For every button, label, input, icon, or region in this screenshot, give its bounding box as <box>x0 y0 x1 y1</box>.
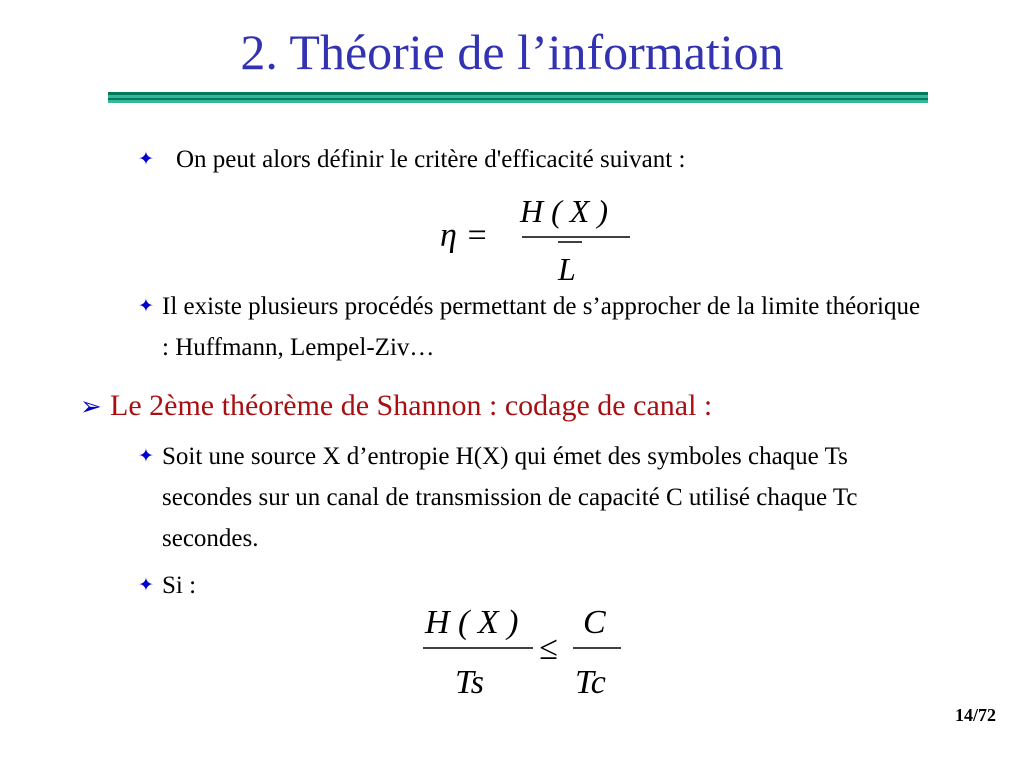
star-bullet-icon: ✦ <box>138 296 154 317</box>
bullet-if <box>138 565 196 606</box>
bullet-text: On peut alors définir le critère d'efficacité suivant : <box>176 146 686 173</box>
formula-relation: ≤ <box>539 630 558 667</box>
bullet-source-description <box>138 436 928 559</box>
main-point-text: Le 2ème théorème de Shannon : codage de canal : <box>110 389 713 422</box>
arrow-bullet-icon: ➢ <box>80 392 102 421</box>
formula-left-denominator: Ts <box>455 664 485 701</box>
bullet-efficiency-criterion <box>138 139 685 180</box>
slide-title: 2. Théorie de l’information <box>240 24 784 80</box>
formula-right-numerator: C <box>583 604 606 641</box>
channel-condition-formula <box>415 595 655 705</box>
title-divider <box>108 92 928 106</box>
star-bullet-icon: ✦ <box>138 575 154 596</box>
formula-right-denominator: Tc <box>575 664 606 701</box>
star-bullet-icon: ✦ <box>138 149 154 170</box>
bullet-text: Si : <box>162 572 197 599</box>
bullet-text: Il existe plusieurs procédés permettant de s’approcher de la limite théorique : Huffmann, Lempel-Ziv… <box>162 293 921 361</box>
bullet-text: Soit une source X d’entropie H(X) qui émet des symboles chaque Ts secondes sur un canal de transmission de capacité C utilisé chaque Tc secondes. <box>162 443 858 552</box>
bullet-huffmann <box>138 286 928 368</box>
star-bullet-icon: ✦ <box>138 446 154 467</box>
formula-denominator: L <box>558 251 576 286</box>
page-number: 14/72 <box>954 705 996 725</box>
formula-lhs: η = <box>440 217 489 254</box>
efficiency-formula <box>440 186 640 286</box>
formula-left-numerator: H ( X ) <box>425 604 519 641</box>
formula-numerator: H ( X ) <box>520 193 608 229</box>
main-point-shannon <box>80 385 712 428</box>
